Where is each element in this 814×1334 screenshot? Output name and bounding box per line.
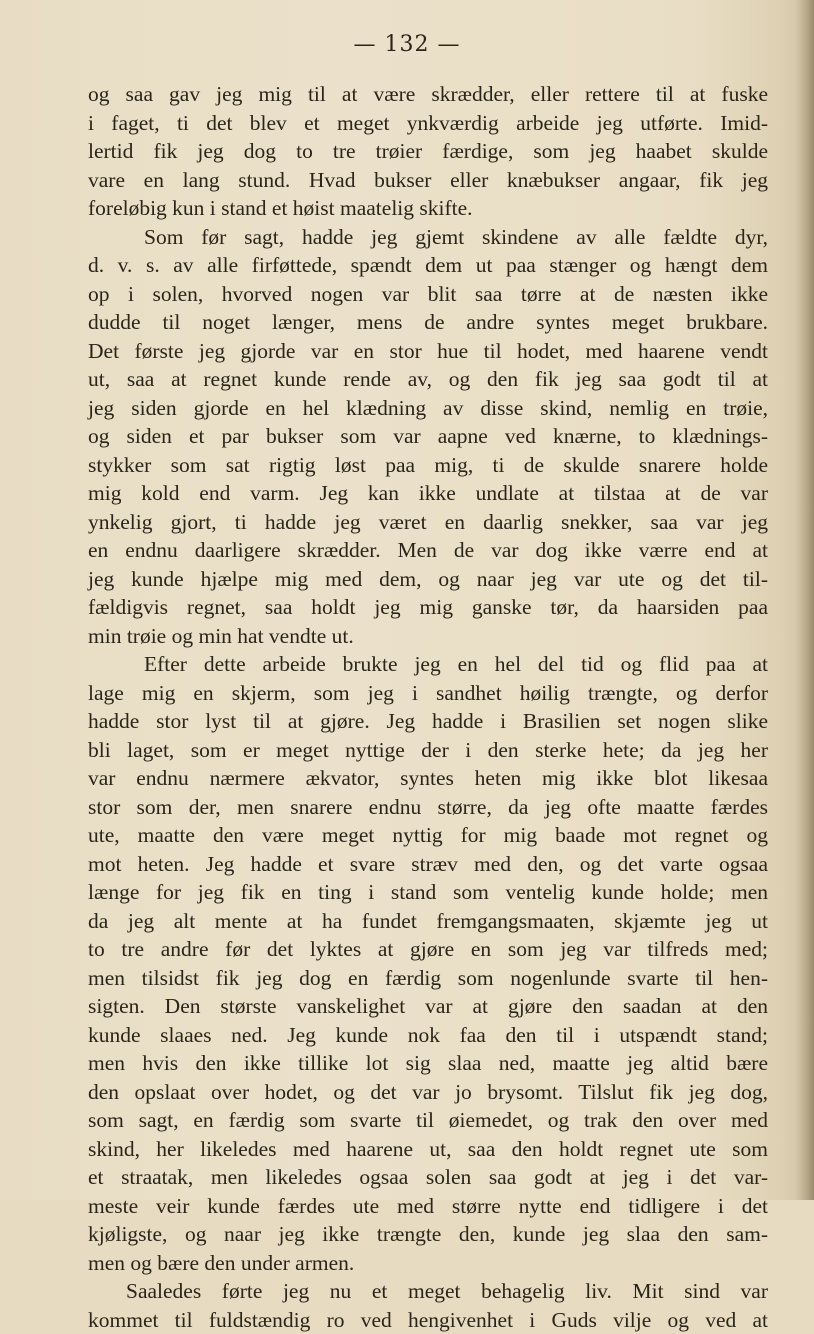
- text-line: og siden et par bukser som var aapne ved knærne, to klædnings-: [88, 422, 768, 451]
- text-line: men hvis den ikke tillike lot sig slaa ned, maatte jeg altid bære: [88, 1049, 768, 1078]
- text-line: mig kold end varm. Jeg kan ikke undlate at tilstaa at de var: [88, 479, 768, 508]
- text-line: stor som der, men snarere endnu større, da jeg ofte maatte færdes: [88, 793, 768, 822]
- text-line: men og bære den under armen.: [88, 1249, 768, 1278]
- text-line: mot heten. Jeg hadde et svare stræv med den, og det varte ogsaa: [88, 850, 768, 879]
- text-line: skind, her likeledes med haarene ut, saa den holdt regnet ute som: [88, 1135, 768, 1164]
- text-line: og saa gav jeg mig til at være skrædder, eller rettere til at fuske: [88, 80, 768, 109]
- text-line: var endnu nærmere ækvator, syntes heten mig ikke blot likesaa: [88, 764, 768, 793]
- text-line: kommet til fuldstændig ro ved hengivenhet i Guds vilje og ved at: [88, 1306, 768, 1334]
- text-line: dudde til noget længer, mens de andre syntes meget brukbare.: [88, 308, 768, 337]
- text-line: sigten. Den største vanskelighet var at gjøre den saadan at den: [88, 992, 768, 1021]
- text-line: ut, saa at regnet kunde rende av, og den fik jeg saa godt til at: [88, 365, 768, 394]
- text-line: jeg kunde hjælpe mig med dem, og naar jeg var ute og det til-: [88, 565, 768, 594]
- text-line: men tilsidst fik jeg dog en færdig som nogenlunde svarte til hen-: [88, 964, 768, 993]
- text-line: et straatak, men likeledes ogsaa solen saa godt at jeg i det var-: [88, 1163, 768, 1192]
- text-line: lertid fik jeg dog to tre trøier færdige, som jeg haabet skulde: [88, 137, 768, 166]
- text-line: d. v. s. av alle firføttede, spændt dem ut paa stænger og hængt dem: [88, 251, 768, 280]
- text-line: kunde slaaes ned. Jeg kunde nok faa den til i utspændt stand;: [88, 1021, 768, 1050]
- body-text: [88, 80, 768, 1334]
- text-line: som sagt, en færdig som svarte til øiemedet, og trak den over med: [88, 1106, 768, 1135]
- text-line: min trøie og min hat vendte ut.: [88, 622, 768, 651]
- text-line: op i solen, hvorved nogen var blit saa tørre at de næsten ikke: [88, 280, 768, 309]
- text-line: foreløbig kun i stand et høist maatelig skifte.: [88, 194, 768, 223]
- text-line: den opslaat over hodet, og det var jo brysomt. Tilslut fik jeg dog,: [88, 1078, 768, 1107]
- text-line: i faget, ti det blev et meget ynkværdig arbeide jeg utførte. Imid-: [88, 109, 768, 138]
- text-line: meste veir kunde færdes ute med større nytte end tidligere i det: [88, 1192, 768, 1221]
- text-line: bli laget, som er meget nyttige der i den sterke hete; da jeg her: [88, 736, 768, 765]
- text-line: jeg siden gjorde en hel klædning av disse skind, nemlig en trøie,: [88, 394, 768, 423]
- text-line: en endnu daarligere skrædder. Men de var dog ikke værre end at: [88, 536, 768, 565]
- text-line: da jeg alt mente at ha fundet fremgangsmaaten, skjæmte jeg ut: [88, 907, 768, 936]
- text-line: ynkelig gjort, ti hadde jeg været en daarlig snekker, saa var jeg: [88, 508, 768, 537]
- text-line: længe for jeg fik en ting i stand som ventelig kunde holde; men: [88, 878, 768, 907]
- text-line: Det første jeg gjorde var en stor hue til hodet, med haarene vendt: [88, 337, 768, 366]
- text-line: hadde stor lyst til at gjøre. Jeg hadde i Brasilien set nogen slike: [88, 707, 768, 736]
- text-line: Som før sagt, hadde jeg gjemt skindene av alle fældte dyr,: [88, 223, 768, 252]
- text-line: ute, maatte den være meget nyttig for mig baade mot regnet og: [88, 821, 768, 850]
- text-line: to tre andre før det lyktes at gjøre en som jeg var tilfreds med;: [88, 935, 768, 964]
- page-edge-shadow: [796, 0, 814, 1200]
- page-number: — 132 —: [0, 32, 814, 57]
- text-line: vare en lang stund. Hvad bukser eller knæbukser angaar, fik jeg: [88, 166, 768, 195]
- text-line: lage mig en skjerm, som jeg i sandhet høilig trængte, og derfor: [88, 679, 768, 708]
- text-line: kjøligste, og naar jeg ikke trængte den, kunde jeg slaa den sam-: [88, 1220, 768, 1249]
- text-line: Efter dette arbeide brukte jeg en hel del tid og flid paa at: [88, 650, 768, 679]
- text-line: fældigvis regnet, saa holdt jeg mig ganske tør, da haarsiden paa: [88, 593, 768, 622]
- text-line: stykker som sat rigtig løst paa mig, ti de skulde snarere holde: [88, 451, 768, 480]
- text-line: Saaledes førte jeg nu et meget behagelig liv. Mit sind var: [88, 1277, 768, 1306]
